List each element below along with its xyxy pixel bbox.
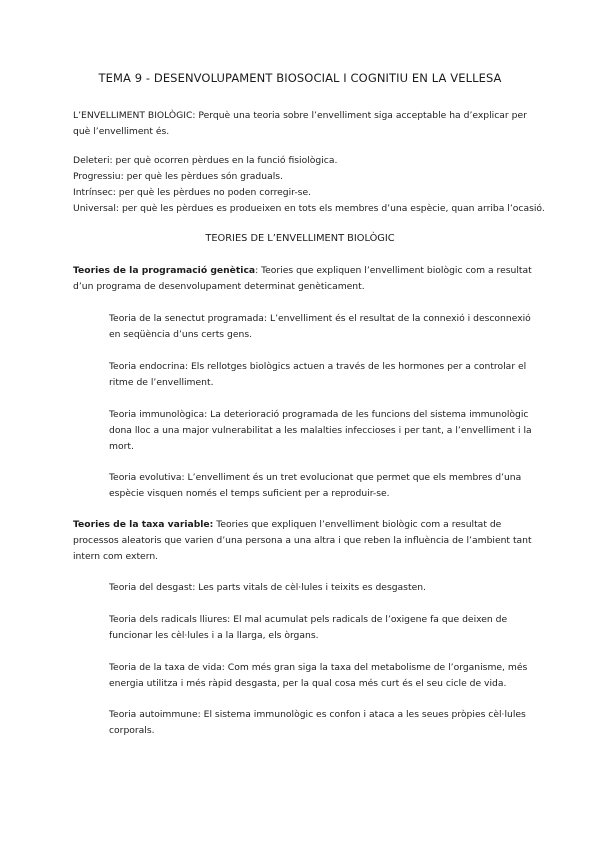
group-genetic-heading: Teories de la programació genètica [73, 265, 256, 276]
section-subtitle: TEORIES DE L’ENVELLIMENT BIOLÒGIC [205, 233, 395, 244]
page-title: TEMA 9 - DESENVOLUPAMENT BIOSOCIAL I COGNITIU EN LA VELLESA [98, 71, 502, 85]
group-genetic-text: : Teories que expliquen l’envelliment biològic com a resultat d’un programa de desenvolupament determinat genèticament. [73, 265, 532, 292]
theory-taxa-vida: Teoria de la taxa de vida: Com més gran siga la taxa del metabolisme de l’organisme, més energia utilitza i més ràpid desgasta, per la qual cosa més curt és el seu cicle de vida. [109, 662, 528, 689]
group-variable-text: Teories que expliquen l’envelliment biològic com a resultat de processos aleatoris que varien d’una persona a una altra i que reben la influència de l’ambient tant intern com extern. [73, 519, 532, 562]
theory-immunologica: Teoria immunològica: La deterioració programada de les funcions del sistema immunològic dona lloc a una major vulnerabilitat a les malalties infeccioses i per tant, a l’envelliment i la mort. [109, 409, 532, 452]
intro-paragraph: L’ENVELLIMENT BIOLÒGIC: Perquè una teoria sobre l’envelliment siga acceptable ha d’explicar per què l’envelliment és. [73, 110, 527, 137]
criterion-progressiu: Progressiu: per què les pèrdues són graduals. [73, 171, 283, 182]
criterion-deleteri: Deleteri: per què ocorren pèrdues en la funció fisiològica. [73, 155, 338, 166]
theory-senectut: Teoria de la senectut programada: L’envelliment és el resultat de la connexió i desconnexió en seqüència d’uns certs gens. [109, 313, 531, 340]
group-variable-heading: Teories de la taxa variable: [73, 519, 214, 530]
theory-autoimmune: Teoria autoimmune: El sistema immunològic es confon i ataca a les seues pròpies cèl·lules corporals. [109, 709, 526, 736]
theory-endocrina: Teoria endocrina: Els rellotges biològics actuen a través de les hormones per a controlar el ritme de l’envelliment. [109, 361, 527, 388]
criterion-universal: Universal: per què les pèrdues es produeixen en tots els membres d’una espècie, quan arriba l’ocasió. [73, 203, 545, 214]
group-genetic-paragraph [73, 263, 543, 295]
theory-desgast: Teoria del desgast: Les parts vitals de cèl·lules i teixits es desgasten. [109, 582, 426, 593]
criterion-intrinsec: Intrínsec: per què les pèrdues no poden corregir-se. [73, 187, 312, 198]
group-variable-paragraph [73, 517, 543, 565]
theory-radicals: Teoria dels radicals lliures: El mal acumulat pels radicals de l’oxigene fa que deixen de funcionar les cèl·lules i a la llarga, els òrgans. [109, 614, 508, 641]
theory-evolutiva: Teoria evolutiva: L’envelliment és un tret evolucionat que permet que els membres d’una espècie visquen només el temps suficient per a reproduir-se. [109, 472, 522, 499]
